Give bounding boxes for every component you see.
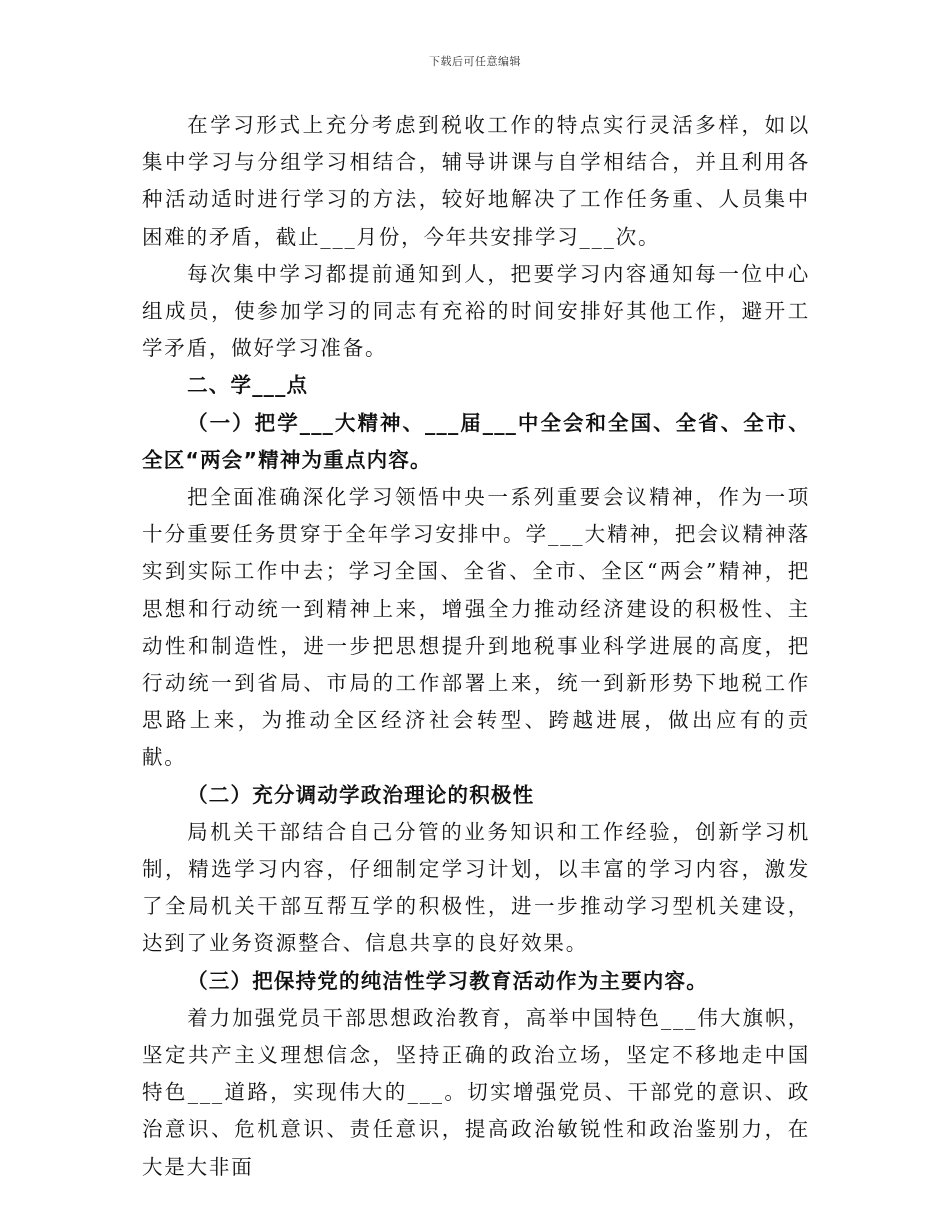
- subheading-political-theory: （二）充分调动学政治理论的积极性: [187, 782, 535, 807]
- paragraph-political-education: 着力加强党员干部思想政治教育，高举中国特色___伟大旗帜，坚定共产主义理想信念，坚持正确的政治立场，坚定不移地走中国特色___道路，实现伟大的___。切实增强党员、干部党的意识、政治意识、危机意识、责任意识，提高政治敏锐性和政治鉴别力，在大是大非面: [142, 1005, 810, 1179]
- page-header-note: 下载后可任意编辑: [429, 55, 521, 68]
- paragraph-cadre-learning: 局机关干部结合自己分管的业务知识和工作经验，创新学习机制，精选学习内容，仔细制定学习计划，以丰富的学习内容，激发了全局机关干部互帮互学的积极性，进一步推动学习型机关建设，达到了业务资源整合、信息共享的良好效果。: [142, 819, 810, 956]
- subheading-party-purity: （三）把保持党的纯洁性学习教育活动作为主要内容。: [187, 968, 708, 993]
- subheading-key-content: （一）把学___大精神、___届___中全会和全国、全省、全市、全区“两会”精神为重点内容。: [142, 410, 810, 472]
- paragraph-meeting-spirit: 把全面准确深化学习领悟中央一系列重要会议精神，作为一项十分重要任务贯穿于全年学习安排中。学___大精神，把会议精神落实到实际工作中去；学习全国、全省、全市、全区“两会”精神，把思想和行动统一到精神上来，增强全力推动经济建设的积极性、主动性和制造性，进一步把思想提升到地税事业科学进展的高度，把行动统一到省局、市局的工作部署上来，统一到新形势下地税工作思路上来，为推动全区经济社会转型、跨越进展，做出应有的贡献。: [142, 485, 810, 770]
- document-body: [142, 107, 810, 1186]
- paragraph-study-notice: 每次集中学习都提前通知到人，把要学习内容通知每一位中心组成员，使参加学习的同志有充裕的时间安排好其他工作，避开工学矛盾，做好学习准备。: [142, 261, 810, 361]
- section-title-study-points: 二、学___点: [187, 373, 309, 398]
- paragraph-study-format: 在学习形式上充分考虑到税收工作的特点实行灵活多样，如以集中学习与分组学习相结合，辅导讲课与自学相结合，并且利用各种活动适时进行学习的方法，较好地解决了工作任务重、人员集中困难的矛盾，截止___月份，今年共安排学习___次。: [142, 113, 810, 249]
